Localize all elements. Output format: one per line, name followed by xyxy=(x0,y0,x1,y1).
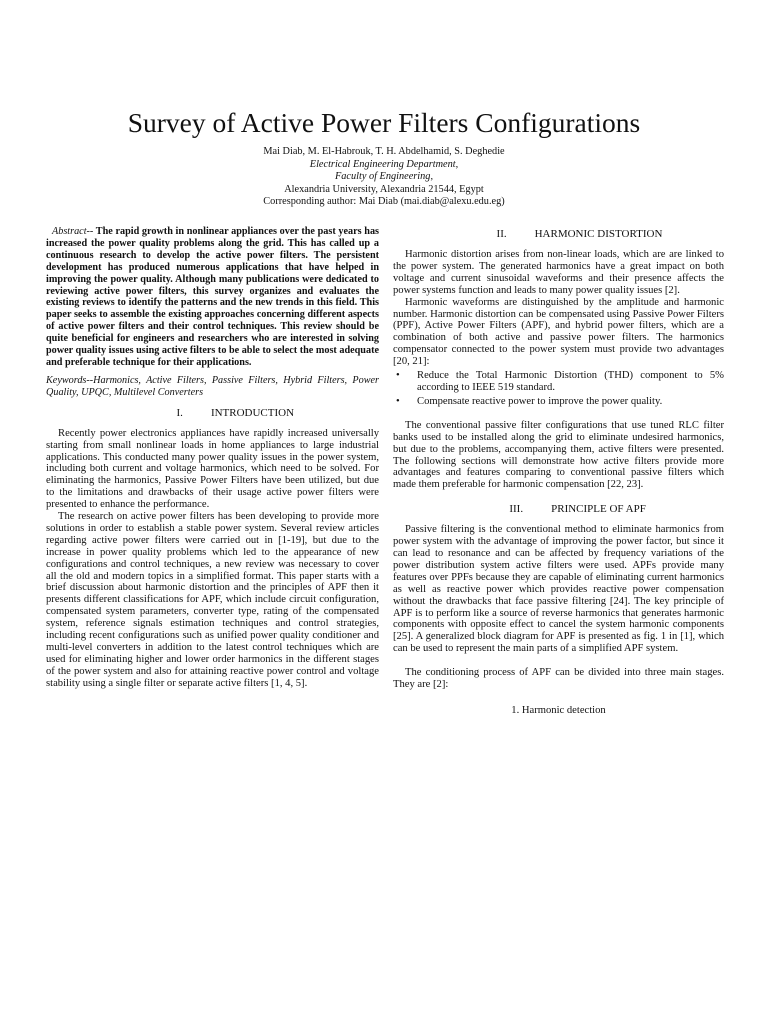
section-number: II. xyxy=(496,228,507,240)
right-column xyxy=(393,226,724,717)
abstract xyxy=(46,226,379,369)
author-block xyxy=(0,146,768,209)
section-heading-introduction xyxy=(46,407,379,420)
section-title: INTRODUCTION xyxy=(210,406,295,419)
section-heading-harmonic-distortion xyxy=(393,228,724,241)
bullet-icon: • xyxy=(396,395,400,407)
author-department: Electrical Engineering Department, xyxy=(309,158,459,170)
paragraph: Recently power electronics appliances have rapidly increased universally starting from small nonlinear loads in home appliances to large industrial applications. This conducted many power quality issues in the power system, including both current and voltage harmonics, which need to be solved. For eliminating the harmonics, Passive Power Filters have been utilized, but due to the limitations and drawbacks of their usage active power filters were presented to enhance the performance. xyxy=(46,427,379,511)
section-number: III. xyxy=(509,503,524,516)
section-number: I. xyxy=(176,406,183,419)
list-item: • Compensate reactive power to improve the power quality. xyxy=(396,395,663,407)
bullet-icon: • xyxy=(396,370,400,382)
section-title: HARMONIC DISTORTION xyxy=(534,228,663,240)
paragraph: Passive filtering is the conventional method to eliminate harmonics from power system with the advantage of improving the power factor, but since it can lead to resonance and can be affected by frequency variations of the power distribution system active filters were used. APFs provide many features over PPFs because they are capable of eliminating current harmonics as well as reactive power which provides reactive power compensation without the drawbacks that face passive filtering [24]. The key principle of APF is to perform like a source of reverse harmonics that generates harmonic components with opposite effect to cancel the system harmonic components [25]. A generalized block diagram for APF is presented as fig. 1 in [1], which can be used to represent the main parts of a simplified APF system. xyxy=(393,524,724,655)
author-names: Mai Diab, M. El-Habrouk, T. H. Abdelhamid, S. Deghedie xyxy=(263,146,505,157)
bullet-list xyxy=(393,370,724,408)
abstract-text: The rapid growth in nonlinear appliances over the past years has increased the power quality problems along the grid. This has called up a continuous research to develop the active power filters. The persistent development has produced numerous applications that have helped in improving the power quality. Although many publications were dedicated to reviewing active power filters, this survey organizes and evaluates the existing reviews to identify the patterns and the new trends in this field. This paper seeks to assemble the existing approaches concerning different aspects of active power filters and their control techniques. This review should be quite beneficial for engineers and researchers who are interested in solving power quality issues using active filters to be able to select the most adequate and preferable technique for their applications. xyxy=(46,226,379,368)
keywords: Keywords--Harmonics, Active Filters, Passive Filters, Hybrid Filters, Power Quality, UPQC, Multilevel Converters xyxy=(46,374,379,398)
paragraph: Harmonic waveforms are distinguished by the amplitude and harmonic number. Harmonic distortion can be compensated using Passive Power Filters (PPF), Active Power Filters (APF), and hybrid power filters, which are a combination of both active and passive power filters. The harmonics compensator connected to the power system must provide two advantages [20, 21]: xyxy=(393,296,724,368)
paragraph: The research on active power filters has been developing to provide more solutions in order to establish a stable power system. Several review articles regarding active power filters were carried out in [1-19], but due to the increase in power quality problems which led to the appearance of new configurations and control techniques, a new review was necessary to cover all the old and modern topics in a simplified format. This paper starts with a brief discussion about harmonic distortion and the principles of APF then it presents different classifications for APF, which include circuit configuration, compensated system parameters, converter type, rating of the compensated system, reference signals estimation techniques and control strategies, including recent configurations such as unified power quality conditioner and multi-level converters in addition to the latest control techniques which are used for eliminating higher and lower order harmonics in the different stages of the power system and also for attaining reactive power control and voltage stability using a single filter or separate active filters [1, 4, 5]. xyxy=(46,511,379,689)
left-column xyxy=(46,226,379,690)
author-faculty: Faculty of Engineering, xyxy=(334,171,434,182)
section-title: PRINCIPLE OF APF xyxy=(551,503,646,516)
paragraph: The conventional passive filter configurations that use tuned RLC filter banks used to be installed along the grid to eliminate undesired harmonics, but due to the problems, accompanying them, active filters were presented. The following sections will demonstrate how active filters provide more advantages and features comparing to conventional passive filters which made them preferable for harmonic compensation [22, 23]. xyxy=(393,419,724,491)
abstract-lead: Abstract-- xyxy=(52,226,94,237)
corresponding-author: Corresponding author: Mai Diab (mai.diab@alexu.edu.eg) xyxy=(263,196,505,207)
paragraph: The conditioning process of APF can be divided into three main stages. They are [2]: xyxy=(393,667,724,691)
paper-title: Survey of Active Power Filters Configurations xyxy=(127,107,641,138)
author-university: Alexandria University, Alexandria 21544, Egypt xyxy=(284,183,484,195)
paragraph: Harmonic distortion arises from non-linear loads, which are are linked to the power system. The generated harmonics have a great impact on both voltage and current sinusoidal waveforms and their presence affects the power systems function and leads to many power quality issues [2]. xyxy=(393,249,724,296)
list-item: • Reduce the Total Harmonic Distortion (THD) component to 5% according to IEEE 519 standard. xyxy=(396,370,724,393)
numbered-item: 1. Harmonic detection xyxy=(511,705,606,716)
section-heading-principle-of-apf xyxy=(393,503,724,516)
